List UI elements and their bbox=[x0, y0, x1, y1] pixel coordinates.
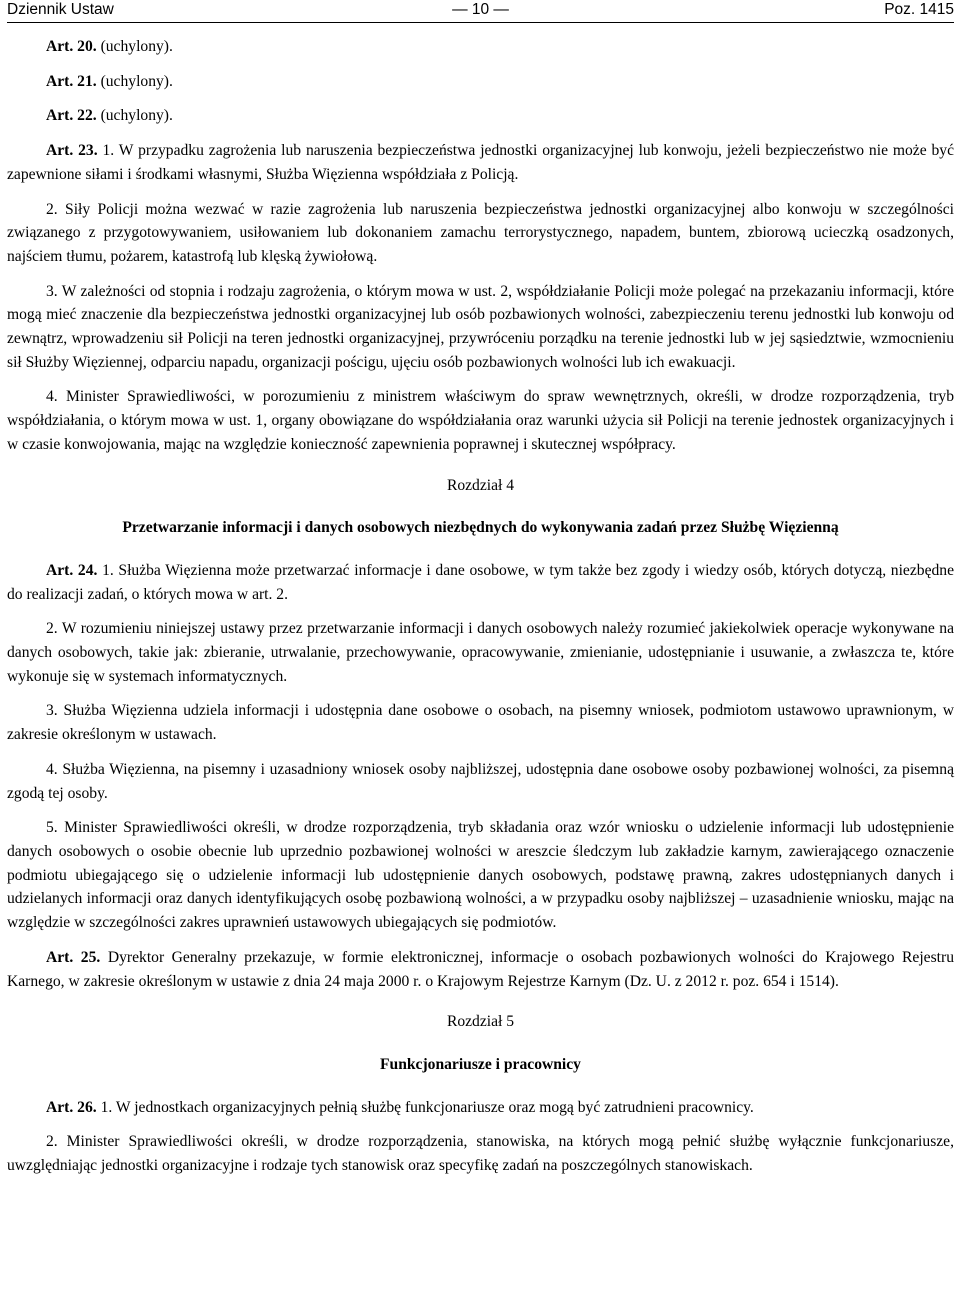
chapter-5-label: Rozdział 5 bbox=[446, 1013, 515, 1031]
chapter-4-label: Rozdział 4 bbox=[446, 476, 515, 494]
article-24-par-2: 2. W rozumieniu niniejszej ustawy przez przetwarzanie informacji i danych osobowych należy rozumieć jakiekolwiek operacje wykonywane na danych osobowych, takie jak: zbieranie, utrwalanie, przechowywanie, opracowywanie, zmienianie, udostępnianie i usuwanie, a zwłaszcza te, które wykonuje się w systemach informatycznych. bbox=[7, 620, 954, 685]
position-number: Poz. 1415 bbox=[884, 1, 954, 18]
article-label: Art. 25. bbox=[46, 948, 101, 966]
article-26-par-1 bbox=[7, 1096, 954, 1120]
article-text: Dyrektor Generalny przekazuje, w formie elektronicznej, informacje o osobach pozbawionych wolności do Krajowego Rejestru Karnego, w zakresie określonym w ustawie z dnia 24 maja 2000 r. o Krajowym Rejestrze Karnym (Dz. U. z 2012 r. poz. 654 i 1514). bbox=[7, 948, 954, 990]
article-24-par-4: 4. Służba Więzienna, na pisemny i uzasadniony wniosek osoby najbliższej, udostępnia dane osobowe osoby pozbawionej wolności, za pisemną zgodą tej osoby. bbox=[7, 760, 954, 802]
article-23-par-3: 3. W zależności od stopnia i rodzaju zagrożenia, o którym mowa w ust. 2, współdziałanie Policji może polegać na przekazaniu informacji, które mogą mieć znaczenie dla bezpieczeństwa jednostki organizacyjnej lub osób pozbawionych wolności, zabezpieczeniu terenu jednostki lub konwoju od zewnątrz, wprowadzeniu sił Policji na teren jednostki organizacyjnej, przywróceniu porządku na terenie jednostki lub w jej sąsiedztwie, wzmocnieniu sił Służby Więziennej, odparciu napadu, organizacji pościgu, ujęciu osób pozbawionych wolności lub ich ewakuacji. bbox=[7, 282, 954, 371]
chapter-5-title: Funkcjonariusze i pracownicy bbox=[380, 1055, 581, 1073]
article-label: Art. 21. bbox=[46, 72, 97, 90]
page-number: — 10 — bbox=[452, 1, 509, 18]
article-label: Art. 26. bbox=[46, 1098, 97, 1116]
article-24-par-1 bbox=[7, 559, 954, 606]
article-24-par-5: 5. Minister Sprawiedliwości określi, w drodze rozporządzenia, tryb składania oraz wzór wniosku o udzielenie informacji lub udostępnienie danych osobowych o osobie obecnie lub uprzednio pozbawionej wolności w areszcie śledczym lub zakładzie karnym, zawierającego oznaczenie podmiotu ubiegającego się o udzielenie informacji lub udostępnienie danych osobowych, podstawę prawną, zakres udostępnianych danych i udzielanych informacji oraz danych identyfikujących osobę pozbawioną wolności, a w przypadku osoby najbliższej – uzasadnienie wniosku, mając na względzie w szczególności zakres uprawnień ustawowych ubiegających się podmiotów. bbox=[7, 819, 954, 932]
article-text: 1. W przypadku zagrożenia lub naruszenia bezpieczeństwa jednostki organizacyjnej lub konwoju, jeżeli bezpieczeństwo nie może być zapewnione siłami i środkami własnymi, Służba Więzienna współdziała z Policją. bbox=[7, 142, 955, 183]
article-text: 1. W jednostkach organizacyjnych pełnią służbę funkcjonariusze oraz mogą być zatrudnieni pracownicy. bbox=[96, 1098, 754, 1116]
document-page bbox=[7, 0, 954, 1189]
chapter-4-title: Przetwarzanie informacji i danych osobowych niezbędnych do wykonywania zadań przez Służbę Więzienną bbox=[122, 519, 839, 537]
page-header bbox=[7, 0, 954, 23]
article-label: Art. 20. bbox=[46, 38, 97, 55]
article-text: 1. Służba Więzienna może przetwarzać informacje i dane osobowe, w tym także bez zgody i wiedzy osób, których dotyczą, niezbędne do realizacji zadań, o których mowa w art. 2. bbox=[7, 561, 954, 603]
article-label: Art. 23. bbox=[46, 142, 98, 160]
article-24-par-3: 3. Służba Więzienna udziela informacji i udostępnia dane osobowe o osobach, na pisemny wniosek, podmiotom ustawowo uprawnionym, w zakresie określonym w ustawach. bbox=[7, 702, 954, 744]
article-text: (uchylony). bbox=[96, 38, 173, 55]
article-23-par-1 bbox=[7, 139, 954, 186]
article-23-par-4: 4. Minister Sprawiedliwości, w porozumieniu z ministrem właściwym do spraw wewnętrznych, określi, w drodze rozporządzenia, tryb współdziałania, o którym mowa w ust. 1, organy obowiązane do współdziałania oraz warunki użycia sił Policji na terenie jednostek organizacyjnych i w czasie konwojowania, mając na względzie konieczność zapewnienia poprawnej i skutecznej współpracy. bbox=[7, 388, 954, 453]
article-26-par-2: 2. Minister Sprawiedliwości określi, w drodze rozporządzenia, stanowiska, na których mogą pełnić służbę wyłącznie funkcjonariusze, uwzględniając jednostki organizacyjne i rodzaje tych stanowisk oraz specyfikę zadań na poszczególnych stanowiskach. bbox=[7, 1133, 954, 1175]
article-text: (uchylony). bbox=[96, 72, 173, 90]
article-22 bbox=[7, 104, 954, 128]
article-text: (uchylony). bbox=[96, 107, 173, 125]
document-body bbox=[7, 35, 954, 1178]
article-20 bbox=[7, 35, 954, 59]
article-21 bbox=[7, 70, 954, 94]
article-23-par-2: 2. Siły Policji można wezwać w razie zagrożenia lub naruszenia bezpieczeństwa jednostki organizacyjnej albo konwoju w szczególności związanego z przygotowywaniem, usiłowaniem lub dokonaniem zamachu terrorystycznego, napadem, buntem, zbiorową ucieczką osadzonych, najściem tłumu, pożarem, katastrofą lub klęską żywiołową. bbox=[7, 200, 954, 265]
article-label: Art. 24. bbox=[46, 561, 98, 579]
article-label: Art. 22. bbox=[46, 107, 97, 125]
article-25 bbox=[7, 946, 954, 993]
journal-title: Dziennik Ustaw bbox=[7, 1, 114, 18]
